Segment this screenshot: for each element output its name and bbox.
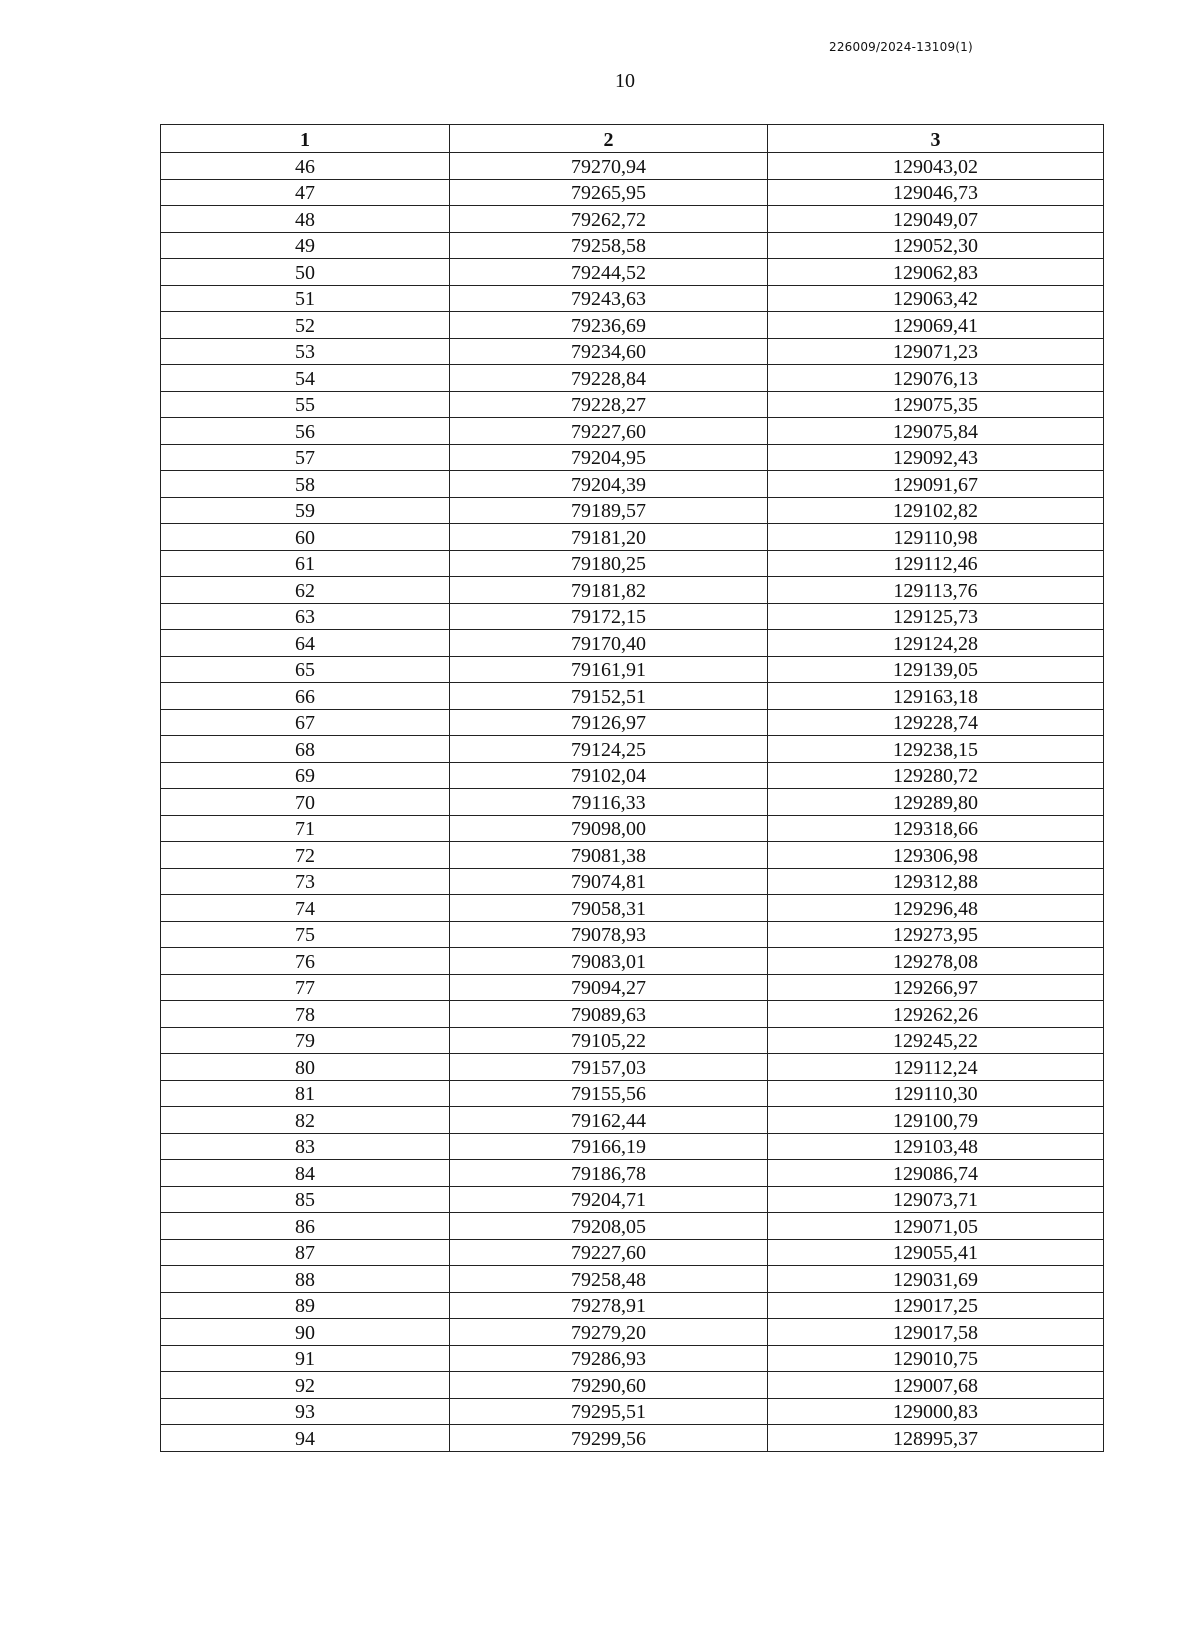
table-row: [161, 232, 1104, 259]
y-coordinate-cell: 129306,98: [768, 842, 1104, 869]
point-number-cell: 69: [161, 762, 450, 789]
y-coordinate-cell: 129062,83: [768, 259, 1104, 286]
table-row: [161, 312, 1104, 339]
y-coordinate-cell: 129124,28: [768, 630, 1104, 657]
y-coordinate-cell: 129092,43: [768, 444, 1104, 471]
point-number-cell: 81: [161, 1080, 450, 1107]
table-row: [161, 1107, 1104, 1134]
table-row: [161, 762, 1104, 789]
point-number-cell: 93: [161, 1398, 450, 1425]
y-coordinate-cell: 129278,08: [768, 948, 1104, 975]
x-coordinate-cell: 79258,58: [450, 232, 768, 259]
x-coordinate-cell: 79244,52: [450, 259, 768, 286]
table-row: [161, 815, 1104, 842]
y-coordinate-cell: 129075,84: [768, 418, 1104, 445]
y-coordinate-cell: 129055,41: [768, 1239, 1104, 1266]
y-coordinate-cell: 129017,58: [768, 1319, 1104, 1346]
point-number-cell: 92: [161, 1372, 450, 1399]
point-number-cell: 55: [161, 391, 450, 418]
table-row: [161, 259, 1104, 286]
point-number-cell: 87: [161, 1239, 450, 1266]
coordinates-table: [160, 124, 1104, 1452]
table-row: [161, 1239, 1104, 1266]
x-coordinate-cell: 79204,71: [450, 1186, 768, 1213]
x-coordinate-cell: 79290,60: [450, 1372, 768, 1399]
x-coordinate-cell: 79295,51: [450, 1398, 768, 1425]
y-coordinate-cell: 129046,73: [768, 179, 1104, 206]
point-number-cell: 47: [161, 179, 450, 206]
x-coordinate-cell: 79126,97: [450, 709, 768, 736]
table-row: [161, 656, 1104, 683]
table-row: [161, 709, 1104, 736]
x-coordinate-cell: 79083,01: [450, 948, 768, 975]
point-number-cell: 56: [161, 418, 450, 445]
x-coordinate-cell: 79074,81: [450, 868, 768, 895]
y-coordinate-cell: 129266,97: [768, 974, 1104, 1001]
y-coordinate-cell: 129125,73: [768, 603, 1104, 630]
header-row: [161, 125, 1104, 153]
table-row: [161, 1398, 1104, 1425]
x-coordinate-cell: 79166,19: [450, 1133, 768, 1160]
x-coordinate-cell: 79228,27: [450, 391, 768, 418]
x-coordinate-cell: 79204,95: [450, 444, 768, 471]
point-number-cell: 84: [161, 1160, 450, 1187]
point-number-cell: 71: [161, 815, 450, 842]
y-coordinate-cell: 129280,72: [768, 762, 1104, 789]
table-row: [161, 1213, 1104, 1240]
table-row: [161, 391, 1104, 418]
x-coordinate-cell: 79116,33: [450, 789, 768, 816]
point-number-cell: 94: [161, 1425, 450, 1452]
table-body: [161, 153, 1104, 1452]
point-number-cell: 53: [161, 338, 450, 365]
table-row: [161, 497, 1104, 524]
point-number-cell: 90: [161, 1319, 450, 1346]
x-coordinate-cell: 79299,56: [450, 1425, 768, 1452]
x-coordinate-cell: 79204,39: [450, 471, 768, 498]
x-coordinate-cell: 79262,72: [450, 206, 768, 233]
y-coordinate-cell: 129086,74: [768, 1160, 1104, 1187]
y-coordinate-cell: 129075,35: [768, 391, 1104, 418]
y-coordinate-cell: 129071,05: [768, 1213, 1104, 1240]
table-row: [161, 471, 1104, 498]
x-coordinate-cell: 79081,38: [450, 842, 768, 869]
point-number-cell: 83: [161, 1133, 450, 1160]
document-id: 226009/2024-13109(1): [829, 40, 973, 54]
point-number-cell: 59: [161, 497, 450, 524]
table-row: [161, 285, 1104, 312]
point-number-cell: 70: [161, 789, 450, 816]
y-coordinate-cell: 129318,66: [768, 815, 1104, 842]
y-coordinate-cell: 129110,98: [768, 524, 1104, 551]
point-number-cell: 67: [161, 709, 450, 736]
table-row: [161, 577, 1104, 604]
point-number-cell: 89: [161, 1292, 450, 1319]
y-coordinate-cell: 129091,67: [768, 471, 1104, 498]
x-coordinate-cell: 79181,20: [450, 524, 768, 551]
point-number-cell: 75: [161, 921, 450, 948]
y-coordinate-cell: 129007,68: [768, 1372, 1104, 1399]
x-coordinate-cell: 79227,60: [450, 1239, 768, 1266]
x-coordinate-cell: 79227,60: [450, 418, 768, 445]
point-number-cell: 78: [161, 1001, 450, 1028]
y-coordinate-cell: 129100,79: [768, 1107, 1104, 1134]
point-number-cell: 65: [161, 656, 450, 683]
table-row: [161, 179, 1104, 206]
x-coordinate-cell: 79172,15: [450, 603, 768, 630]
x-coordinate-cell: 79078,93: [450, 921, 768, 948]
point-number-cell: 82: [161, 1107, 450, 1134]
table-row: [161, 418, 1104, 445]
y-coordinate-cell: 129273,95: [768, 921, 1104, 948]
point-number-cell: 49: [161, 232, 450, 259]
y-coordinate-cell: 129052,30: [768, 232, 1104, 259]
y-coordinate-cell: 129228,74: [768, 709, 1104, 736]
y-coordinate-cell: 129163,18: [768, 683, 1104, 710]
point-number-cell: 50: [161, 259, 450, 286]
table-row: [161, 1372, 1104, 1399]
x-coordinate-cell: 79155,56: [450, 1080, 768, 1107]
table-row: [161, 974, 1104, 1001]
point-number-cell: 80: [161, 1054, 450, 1081]
point-number-cell: 60: [161, 524, 450, 551]
table-row: [161, 1054, 1104, 1081]
column-header-3: 3: [768, 125, 1104, 153]
table-row: [161, 868, 1104, 895]
table-row: [161, 630, 1104, 657]
point-number-cell: 64: [161, 630, 450, 657]
table-row: [161, 603, 1104, 630]
y-coordinate-cell: 129063,42: [768, 285, 1104, 312]
y-coordinate-cell: 129043,02: [768, 153, 1104, 180]
x-coordinate-cell: 79162,44: [450, 1107, 768, 1134]
x-coordinate-cell: 79189,57: [450, 497, 768, 524]
y-coordinate-cell: 129110,30: [768, 1080, 1104, 1107]
column-header-1: 1: [161, 125, 450, 153]
x-coordinate-cell: 79098,00: [450, 815, 768, 842]
point-number-cell: 62: [161, 577, 450, 604]
column-header-2: 2: [450, 125, 768, 153]
page-number: 10: [615, 70, 635, 92]
x-coordinate-cell: 79094,27: [450, 974, 768, 1001]
x-coordinate-cell: 79181,82: [450, 577, 768, 604]
x-coordinate-cell: 79270,94: [450, 153, 768, 180]
table-row: [161, 206, 1104, 233]
point-number-cell: 54: [161, 365, 450, 392]
y-coordinate-cell: 129103,48: [768, 1133, 1104, 1160]
y-coordinate-cell: 128995,37: [768, 1425, 1104, 1452]
y-coordinate-cell: 129262,26: [768, 1001, 1104, 1028]
y-coordinate-cell: 129312,88: [768, 868, 1104, 895]
x-coordinate-cell: 79258,48: [450, 1266, 768, 1293]
y-coordinate-cell: 129289,80: [768, 789, 1104, 816]
x-coordinate-cell: 79102,04: [450, 762, 768, 789]
table-row: [161, 550, 1104, 577]
table-row: [161, 1345, 1104, 1372]
x-coordinate-cell: 79058,31: [450, 895, 768, 922]
x-coordinate-cell: 79180,25: [450, 550, 768, 577]
table-row: [161, 365, 1104, 392]
x-coordinate-cell: 79161,91: [450, 656, 768, 683]
y-coordinate-cell: 129073,71: [768, 1186, 1104, 1213]
x-coordinate-cell: 79105,22: [450, 1027, 768, 1054]
x-coordinate-cell: 79234,60: [450, 338, 768, 365]
point-number-cell: 58: [161, 471, 450, 498]
y-coordinate-cell: 129017,25: [768, 1292, 1104, 1319]
table-row: [161, 1319, 1104, 1346]
x-coordinate-cell: 79278,91: [450, 1292, 768, 1319]
table-row: [161, 921, 1104, 948]
table-row: [161, 1027, 1104, 1054]
y-coordinate-cell: 129076,13: [768, 365, 1104, 392]
y-coordinate-cell: 129112,46: [768, 550, 1104, 577]
table-row: [161, 1001, 1104, 1028]
table-row: [161, 842, 1104, 869]
point-number-cell: 85: [161, 1186, 450, 1213]
x-coordinate-cell: 79089,63: [450, 1001, 768, 1028]
x-coordinate-cell: 79228,84: [450, 365, 768, 392]
y-coordinate-cell: 129296,48: [768, 895, 1104, 922]
y-coordinate-cell: 129112,24: [768, 1054, 1104, 1081]
point-number-cell: 46: [161, 153, 450, 180]
point-number-cell: 77: [161, 974, 450, 1001]
point-number-cell: 48: [161, 206, 450, 233]
x-coordinate-cell: 79243,63: [450, 285, 768, 312]
point-number-cell: 63: [161, 603, 450, 630]
y-coordinate-cell: 129000,83: [768, 1398, 1104, 1425]
point-number-cell: 57: [161, 444, 450, 471]
point-number-cell: 68: [161, 736, 450, 763]
table-row: [161, 1425, 1104, 1452]
y-coordinate-cell: 129071,23: [768, 338, 1104, 365]
point-number-cell: 86: [161, 1213, 450, 1240]
y-coordinate-cell: 129113,76: [768, 577, 1104, 604]
y-coordinate-cell: 129010,75: [768, 1345, 1104, 1372]
table-row: [161, 524, 1104, 551]
x-coordinate-cell: 79124,25: [450, 736, 768, 763]
table-row: [161, 338, 1104, 365]
table-row: [161, 1080, 1104, 1107]
x-coordinate-cell: 79186,78: [450, 1160, 768, 1187]
point-number-cell: 74: [161, 895, 450, 922]
point-number-cell: 73: [161, 868, 450, 895]
table-row: [161, 1266, 1104, 1293]
x-coordinate-cell: 79286,93: [450, 1345, 768, 1372]
point-number-cell: 51: [161, 285, 450, 312]
table-row: [161, 683, 1104, 710]
table-row: [161, 736, 1104, 763]
x-coordinate-cell: 79152,51: [450, 683, 768, 710]
point-number-cell: 66: [161, 683, 450, 710]
table-row: [161, 1133, 1104, 1160]
y-coordinate-cell: 129245,22: [768, 1027, 1104, 1054]
table-row: [161, 1292, 1104, 1319]
point-number-cell: 76: [161, 948, 450, 975]
y-coordinate-cell: 129069,41: [768, 312, 1104, 339]
y-coordinate-cell: 129139,05: [768, 656, 1104, 683]
point-number-cell: 72: [161, 842, 450, 869]
x-coordinate-cell: 79236,69: [450, 312, 768, 339]
y-coordinate-cell: 129102,82: [768, 497, 1104, 524]
x-coordinate-cell: 79279,20: [450, 1319, 768, 1346]
y-coordinate-cell: 129031,69: [768, 1266, 1104, 1293]
point-number-cell: 61: [161, 550, 450, 577]
point-number-cell: 52: [161, 312, 450, 339]
table-row: [161, 1160, 1104, 1187]
x-coordinate-cell: 79208,05: [450, 1213, 768, 1240]
table-row: [161, 444, 1104, 471]
table-row: [161, 948, 1104, 975]
table-row: [161, 1186, 1104, 1213]
x-coordinate-cell: 79265,95: [450, 179, 768, 206]
point-number-cell: 91: [161, 1345, 450, 1372]
x-coordinate-cell: 79157,03: [450, 1054, 768, 1081]
point-number-cell: 88: [161, 1266, 450, 1293]
y-coordinate-cell: 129049,07: [768, 206, 1104, 233]
table-row: [161, 153, 1104, 180]
table-header: [161, 125, 1104, 153]
x-coordinate-cell: 79170,40: [450, 630, 768, 657]
y-coordinate-cell: 129238,15: [768, 736, 1104, 763]
table-row: [161, 895, 1104, 922]
table-row: [161, 789, 1104, 816]
point-number-cell: 79: [161, 1027, 450, 1054]
